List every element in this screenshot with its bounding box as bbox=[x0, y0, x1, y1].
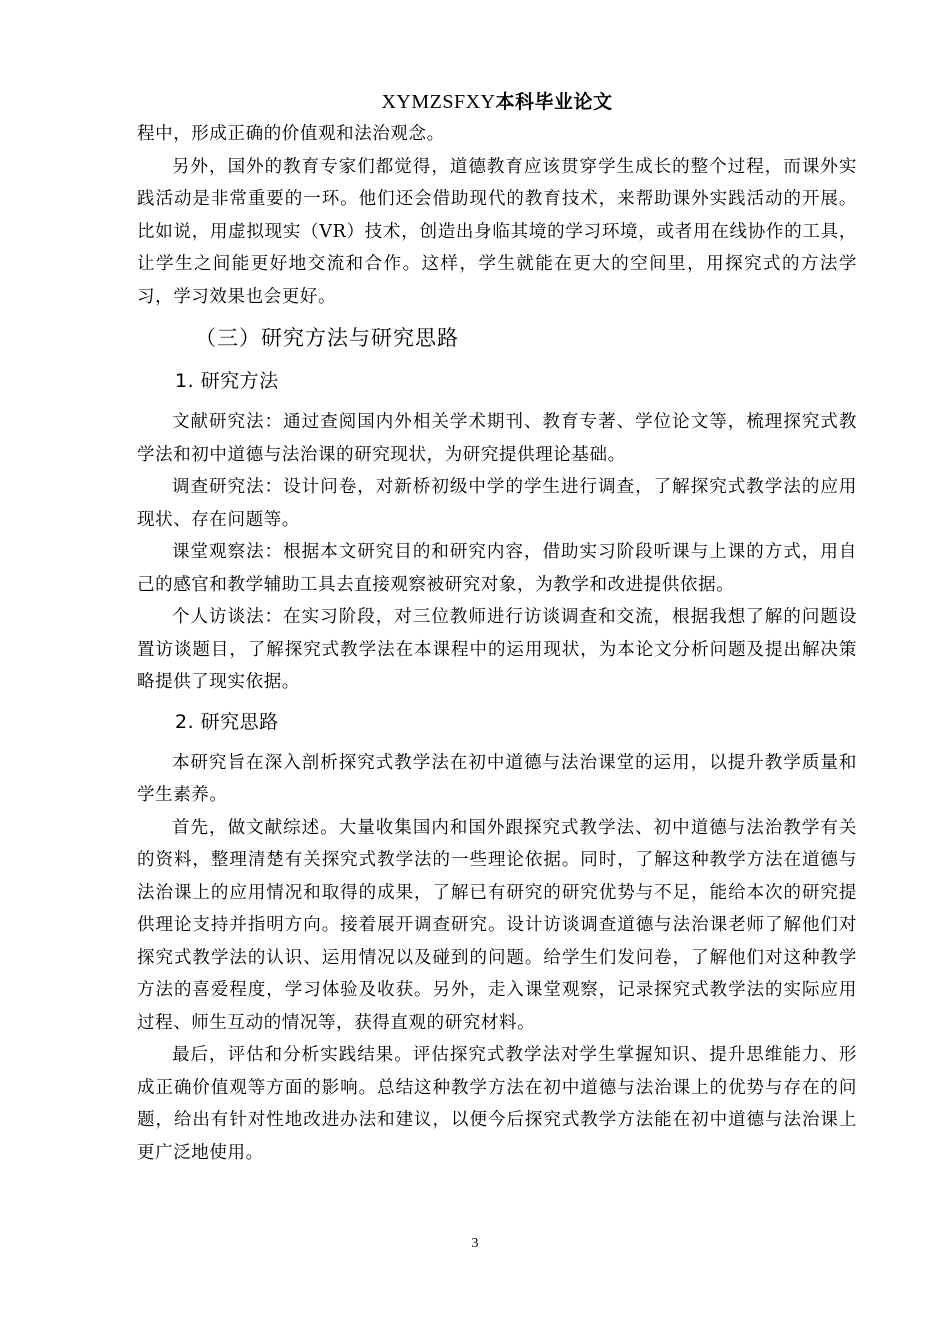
section-heading: （三）研究方法与研究思路 bbox=[195, 326, 459, 350]
paragraph: 程中，形成正确的价值观和法治观念。 bbox=[137, 124, 445, 144]
body-text bbox=[137, 118, 857, 1169]
page-header bbox=[137, 88, 857, 116]
paragraph: 本研究旨在深入剖析探究式教学法在初中道德与法治课堂的运用，以提升教学质量和学生素养。 bbox=[137, 752, 857, 805]
subsection-heading-approach: 2. 研究思路 bbox=[175, 710, 279, 733]
subsection-heading-methods: 1. 研究方法 bbox=[175, 370, 279, 392]
paragraph: 课堂观察法：根据本文研究目的和研究内容，借助实习阶段听课与上课的方式，用自己的感官和教学辅助工具去直接观察被研究对象，为教学和改进提供依据。 bbox=[137, 542, 857, 595]
paragraph: 调查研究法：设计问卷，对新桥初级中学的学生进行调查，了解探究式教学法的应用现状、存在问题等。 bbox=[137, 477, 857, 530]
paragraph: 文献研究法：通过查阅国内外相关学术期刊、教育专著、学位论文等，梳理探究式教学法和初中道德与法治课的研究现状，为研究提供理论基础。 bbox=[137, 412, 857, 465]
paragraph: 首先，做文献综述。大量收集国内和国外跟探究式教学法、初中道德与法治教学有关的资料，整理清楚有关探究式教学法的一些理论依据。同时，了解这种教学方法在道德与法治课上的应用情况和取得的成果，了解已有研究的研究优势与不足，能给本次的研究提供理论支持并指明方向。接着展开调查研究。设计访谈调查道德与法治课老师了解他们对探究式教学法的认识、运用情况以及碰到的问题。给学生们发问卷，了解他们对这种教学方法的喜爱程度，学习体验及收获。另外，走入课堂观察，记录探究式教学法的实际应用过程、师生互动的情况等，获得直观的研究材料。 bbox=[137, 817, 857, 1033]
paragraph: 最后，评估和分析实践结果。评估探究式教学法对学生掌握知识、提升思维能力、形成正确价值观等方面的影响。总结这种教学方法在初中道德与法治课上的优势与存在的问题，给出有针对性地改进办法和建议，以便今后探究式教学方法能在初中道德与法治课上更广泛地使用。 bbox=[137, 1045, 857, 1163]
page-number: 3 bbox=[471, 1236, 479, 1251]
header-title: 本科毕业论文 bbox=[495, 91, 613, 113]
paragraph: 个人访谈法：在实习阶段，对三位教师进行访谈调查和交流，根据我想了解的问题设置访谈题目，了解探究式教学法在本课程中的运用现状，为本论文分析问题及提出解决策略提供了现实依据。 bbox=[137, 607, 857, 692]
paragraph: 另外，国外的教育专家们都觉得，道德教育应该贯穿学生成长的整个过程，而课外实践活动是非常重要的一环。他们还会借助现代的教育技术，来帮助课外实践活动的开展。比如说，用虚拟现实（VR）技术，创造出身临其境的学习环境，或者用在线协作的工具，让学生之间能更好地交流和合作。这样，学生就能在更大的空间里，用探究式的方法学习，学习效果也会更好。 bbox=[137, 156, 857, 307]
header-latin: XYMZSFXY bbox=[381, 91, 496, 113]
